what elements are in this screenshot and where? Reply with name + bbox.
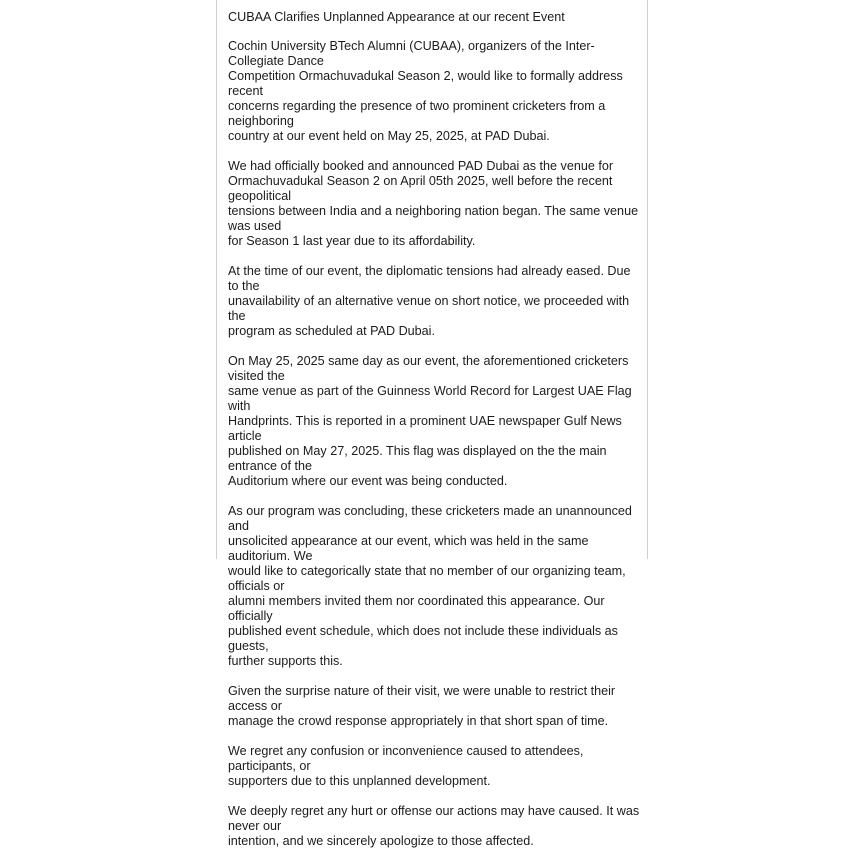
post-paragraph-3: At the time of our event, the diplomatic tensions had already eased. Due to the unavailability of an alternative venue on short notice, we proceeded with the program as scheduled at PAD Dubai. bbox=[228, 264, 631, 338]
post-title: CUBAA Clarifies Unplanned Appearance at our recent Event bbox=[228, 10, 565, 24]
post-paragraph-7: We regret any confusion or inconvenience caused to attendees, participants, or supporters due to this unplanned development. bbox=[228, 744, 584, 788]
post-paragraph-4: On May 25, 2025 same day as our event, the aforementioned cricketers visited the same venue as part of the Guinness World Record for Largest UAE Flag with Handprints. This is reported in a prominent UAE newspaper Gulf News article published on May 27, 2025. This flag was displayed on the the main entrance of the Auditorium where our event was being conducted. bbox=[228, 354, 632, 488]
post-paragraph-1: Cochin University BTech Alumni (CUBAA), organizers of the Inter-Collegiate Dance Competition Ormachuvadukal Season 2, would like to formally address recent concerns regarding the presence of two prominent cricketers from a neighboring country at our event held on May 25, 2025, at PAD Dubai. bbox=[228, 39, 623, 143]
post-body bbox=[228, 10, 642, 864]
post-paragraph-6: Given the surprise nature of their visit, we were unable to restrict their access or manage the crowd response appropriately in that short span of time. bbox=[228, 684, 616, 728]
post-paragraph-5: As our program was concluding, these cricketers made an unannounced and unsolicited appearance at our event, which was held in the same auditorium. We would like to categorically state that no member of our organizing team, officials or alumni members invited them nor coordinated this appearance. Our officially published event schedule, which does not include these individuals as guests, further supports this. bbox=[228, 504, 632, 668]
post-paragraph-2: We had officially booked and announced PAD Dubai as the venue for Ormachuvadukal Season 2 on April 05th 2025, well before the recent geopolitical tensions between India and a neighboring nation began. The same venue was used for Season 1 last year due to its affordability. bbox=[228, 159, 639, 248]
post-paragraph-8: We deeply regret any hurt or offense our actions may have caused. It was never our intention, and we sincerely apologize to those affected. bbox=[228, 804, 640, 848]
